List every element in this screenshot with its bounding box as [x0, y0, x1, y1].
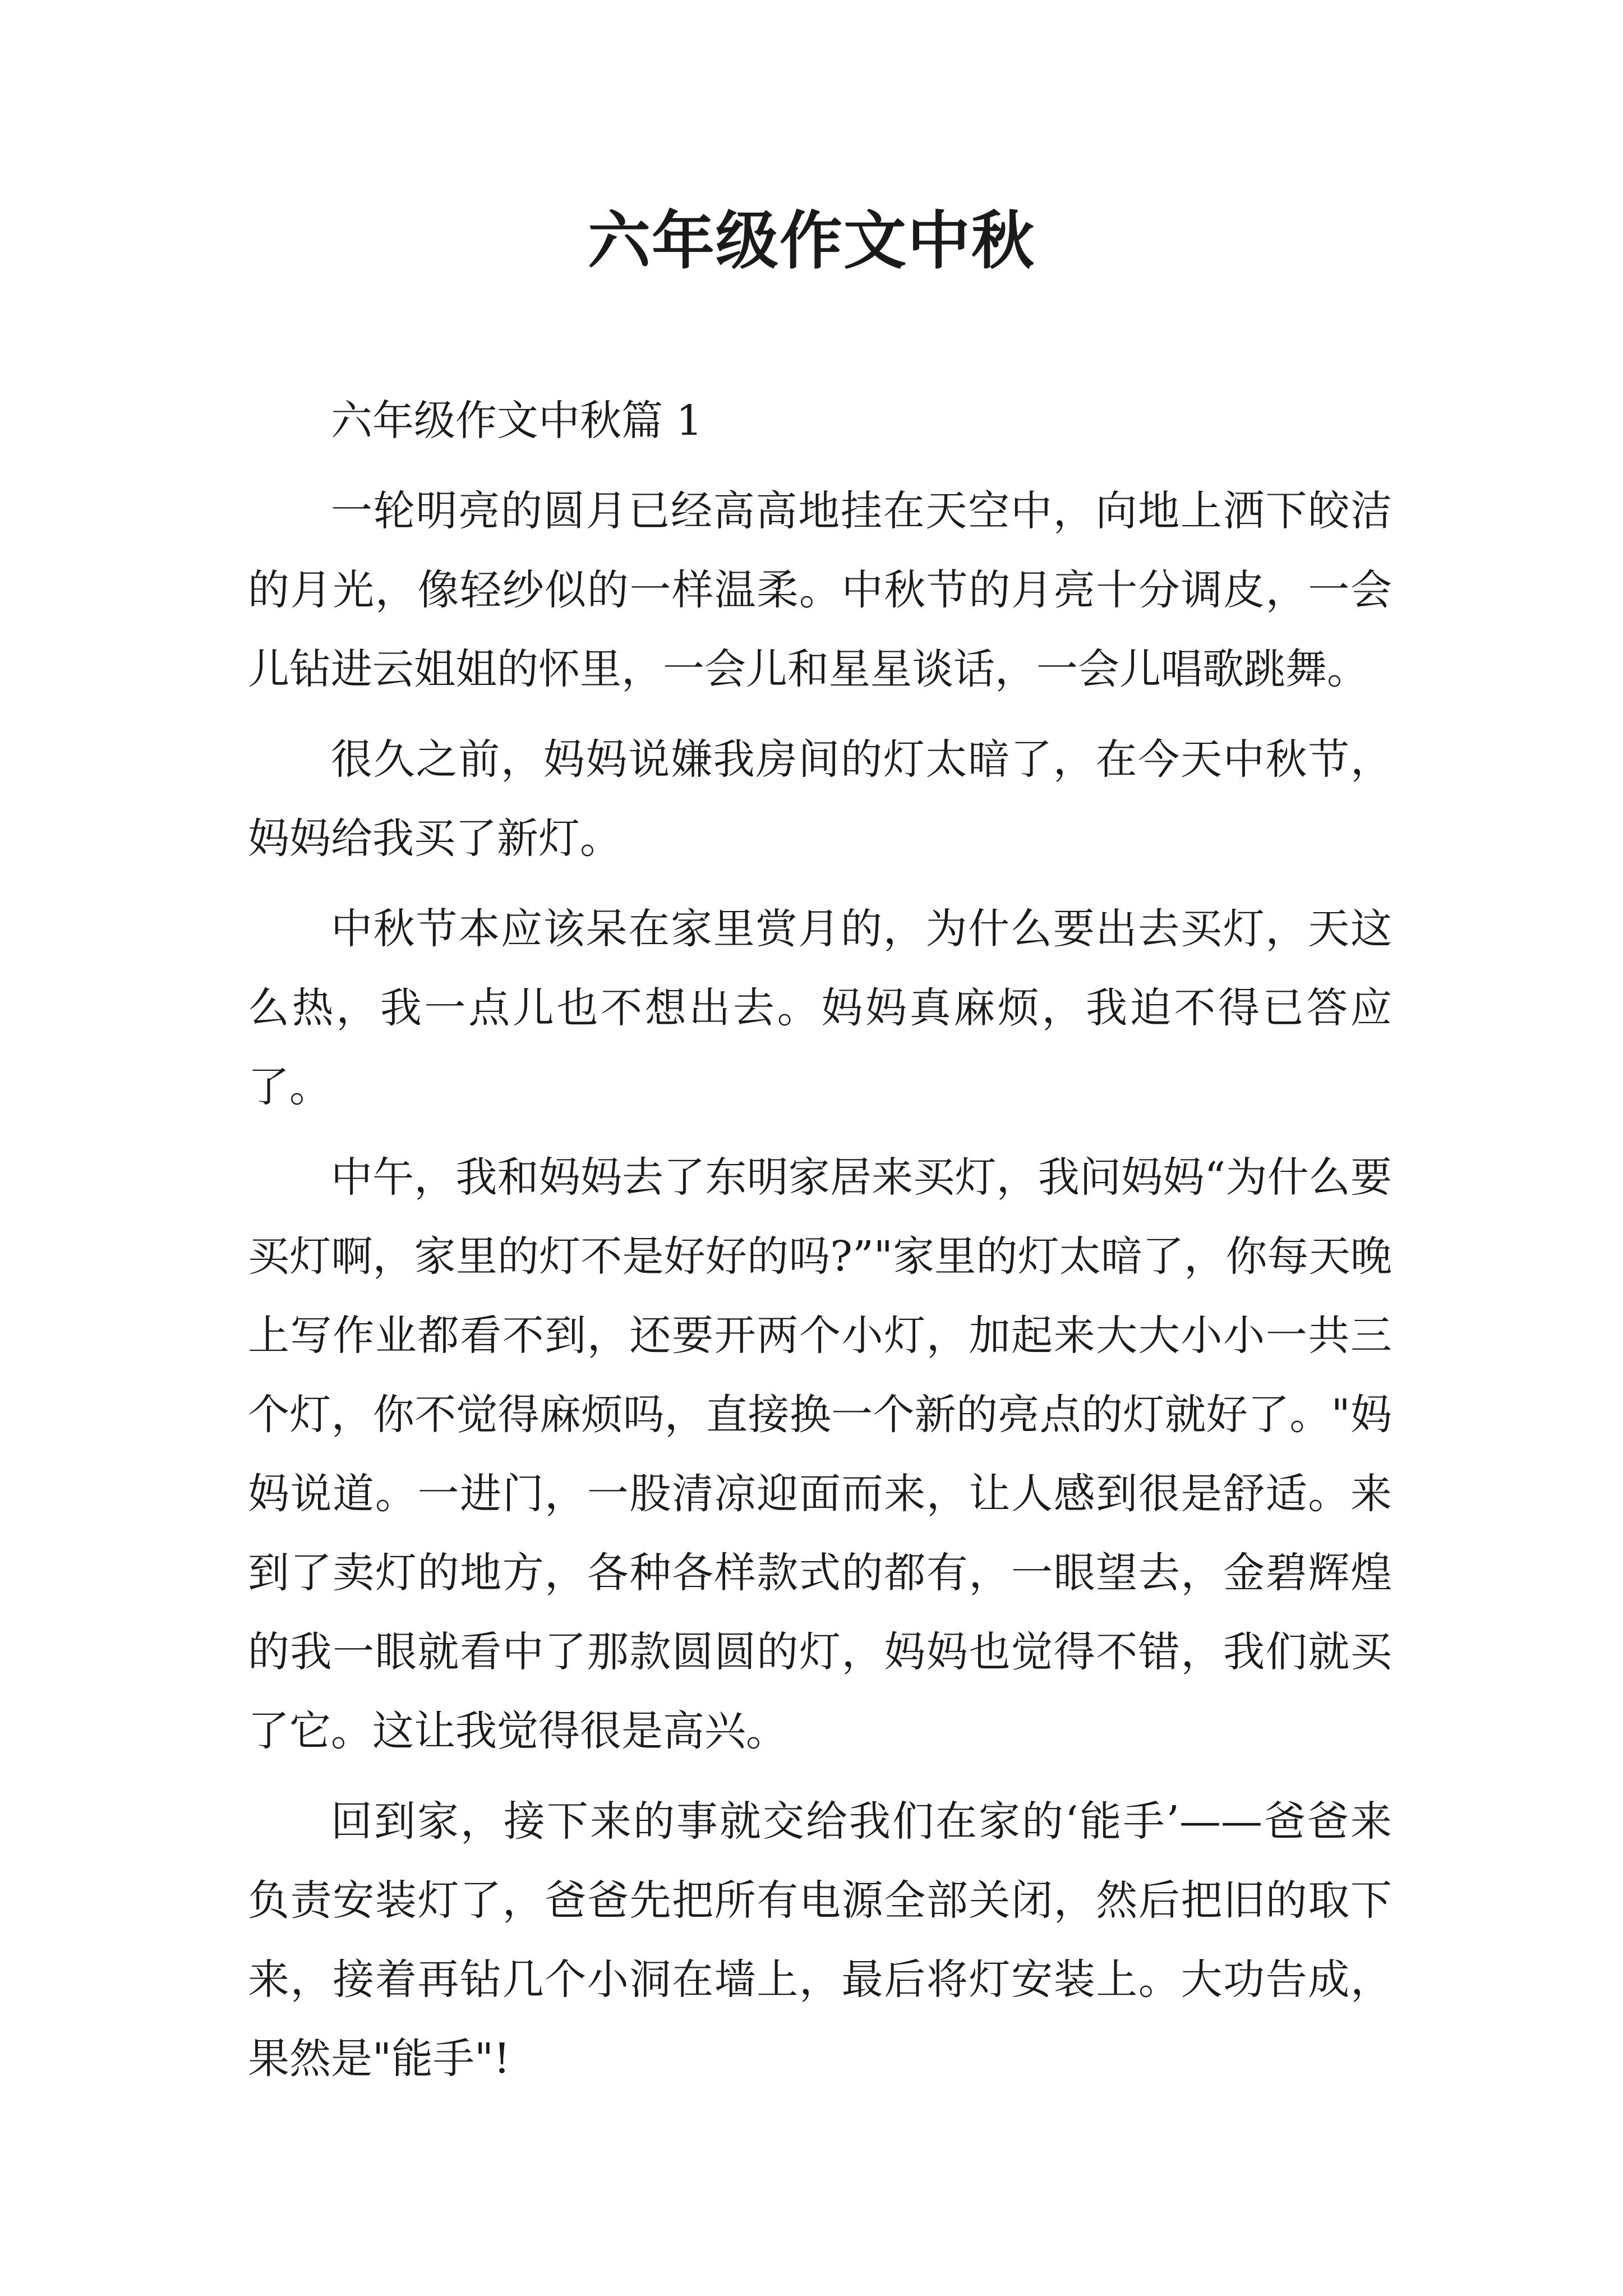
paragraph: 回到家，接下来的事就交给我们在家的‘能手’——爸爸来负责安装灯了，爸爸先把所有电源全部关闭，然后把旧的取下来，接着再钻几个小洞在墙上，最后将灯安装上。大功告成，果然是"能手"! [248, 1797, 1392, 2083]
document-title: 六年级作文中秋 [588, 205, 1035, 278]
paragraph: 中秋节本应该呆在家里赏月的，为什么要出去买灯，天这么热，我一点儿也不想出去。妈妈真麻烦，我迫不得已答应了。 [248, 905, 1392, 1111]
paragraph: 中午，我和妈妈去了东明家居来买灯，我问妈妈“为什么要买灯啊，家里的灯不是好好的吗?”"家里的灯太暗了，你每天晚上写作业都看不到，还要开两个小灯，加起来大大小小一共三个灯，你不觉得麻烦吗，直接换一个新的亮点的灯就好了。"妈妈说道。一进门，一股清凉迎面而来，让人感到很是舒适。来到了卖灯的地方，各种各样款式的都有，一眼望去，金碧辉煌的我一眼就看中了那款圆圆的灯，妈妈也觉得不错，我们就买了它。这让我觉得很是高兴。 [248, 1153, 1392, 1755]
document-body [248, 381, 1392, 2110]
paragraph: 很久之前，妈妈说嫌我房间的灯太暗了，在今天中秋节，妈妈给我买了新灯。 [248, 735, 1392, 863]
section-heading: 六年级作文中秋篇 1 [331, 397, 703, 445]
paragraph: 一轮明亮的圆月已经高高地挂在天空中，向地上洒下皎洁的月光，像轻纱似的一样温柔。中秋节的月亮十分调皮，一会儿钻进云姐姐的怀里，一会儿和星星谈话，一会儿唱歌跳舞。 [248, 487, 1392, 693]
